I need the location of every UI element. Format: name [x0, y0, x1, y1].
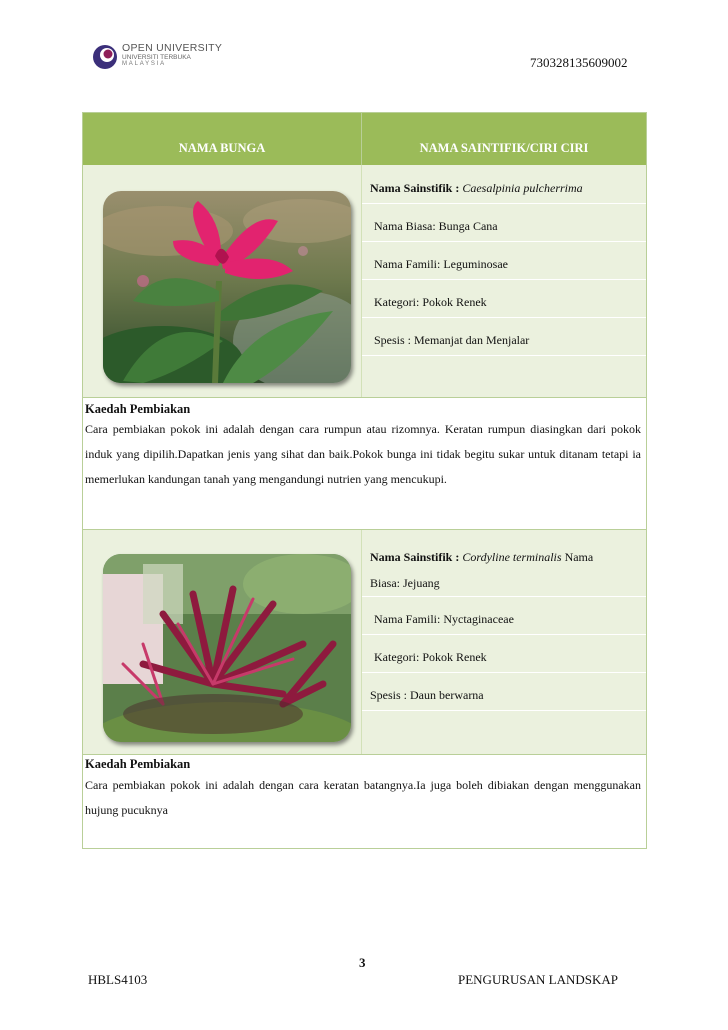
- species-1: Spesis : Memanjat dan Menjalar: [374, 333, 530, 347]
- logo-title: OPEN UNIVERSITY: [122, 42, 223, 54]
- sci-tail-2: Nama: [561, 550, 594, 564]
- university-logo: [92, 42, 232, 72]
- family-1: Nama Famili: Leguminosae: [374, 257, 508, 271]
- method-text-2: Cara pembiakan pokok ini adalah dengan cara keratan batangnya.Ia juga boleh dibiakan dengan menggunakan hujung pucuknya: [85, 778, 641, 817]
- method-text-1: Cara pembiakan pokok ini adalah dengan cara rumpun atau rizomnya. Keratan rumpun diasingkan dari pokok induk yang dipilih.Dapatkan jenis yang sihat dan baik.Pokok bunga ini tidak begitu sukar untuk ditanam tetapi ia memerlukan kandungan tanah yang mengandungi nutrien yang mencukupi.: [85, 422, 641, 486]
- col-header-flower-name: NAMA BUNGA: [178, 141, 266, 155]
- sci-name-2: [370, 544, 642, 596]
- sci-label-1: Nama Sainstifik :: [370, 181, 460, 195]
- sci-label-2: Nama Sainstifik :: [370, 550, 460, 564]
- common-name-2: Biasa: Jejuang: [370, 576, 440, 590]
- logo-country: MALAYSIA: [122, 61, 166, 67]
- method-row-1: [83, 397, 646, 530]
- category-1: Kategori: Pokok Renek: [374, 295, 487, 309]
- page-number: 3: [359, 955, 366, 970]
- family-2: Nama Famili: Nyctaginaceae: [374, 612, 514, 626]
- common-name-1: Nama Biasa: Bunga Cana: [374, 219, 498, 233]
- method-title-2: Kaedah Pembiakan: [85, 757, 191, 771]
- plant-row-1: [83, 165, 646, 397]
- course-code: HBLS4103: [88, 972, 148, 987]
- sci-value-1: Caesalpinia pulcherrima: [462, 181, 583, 195]
- species-2: Spesis : Daun berwarna: [370, 688, 484, 702]
- method-title-1: Kaedah Pembiakan: [85, 402, 191, 416]
- document-id: 730328135609002: [530, 55, 628, 70]
- sci-value-2: Cordyline terminalis: [462, 550, 562, 564]
- plant-row-2: [83, 530, 646, 754]
- method-row-2: [83, 754, 646, 848]
- subject-title: PENGURUSAN LANDSKAP: [458, 972, 618, 987]
- canna-flower-photo: [103, 191, 351, 383]
- plant-table: [82, 112, 647, 849]
- sci-name-1: [370, 181, 583, 196]
- table-header: [83, 113, 646, 165]
- col-header-scientific: NAMA SAINTIFIK/CIRI CIRI: [419, 141, 589, 155]
- ou-logo-icon: [92, 44, 118, 70]
- logo-subtitle: UNIVERSITI TERBUKA: [122, 54, 191, 61]
- cordyline-photo: [103, 554, 351, 742]
- category-2: Kategori: Pokok Renek: [374, 650, 487, 664]
